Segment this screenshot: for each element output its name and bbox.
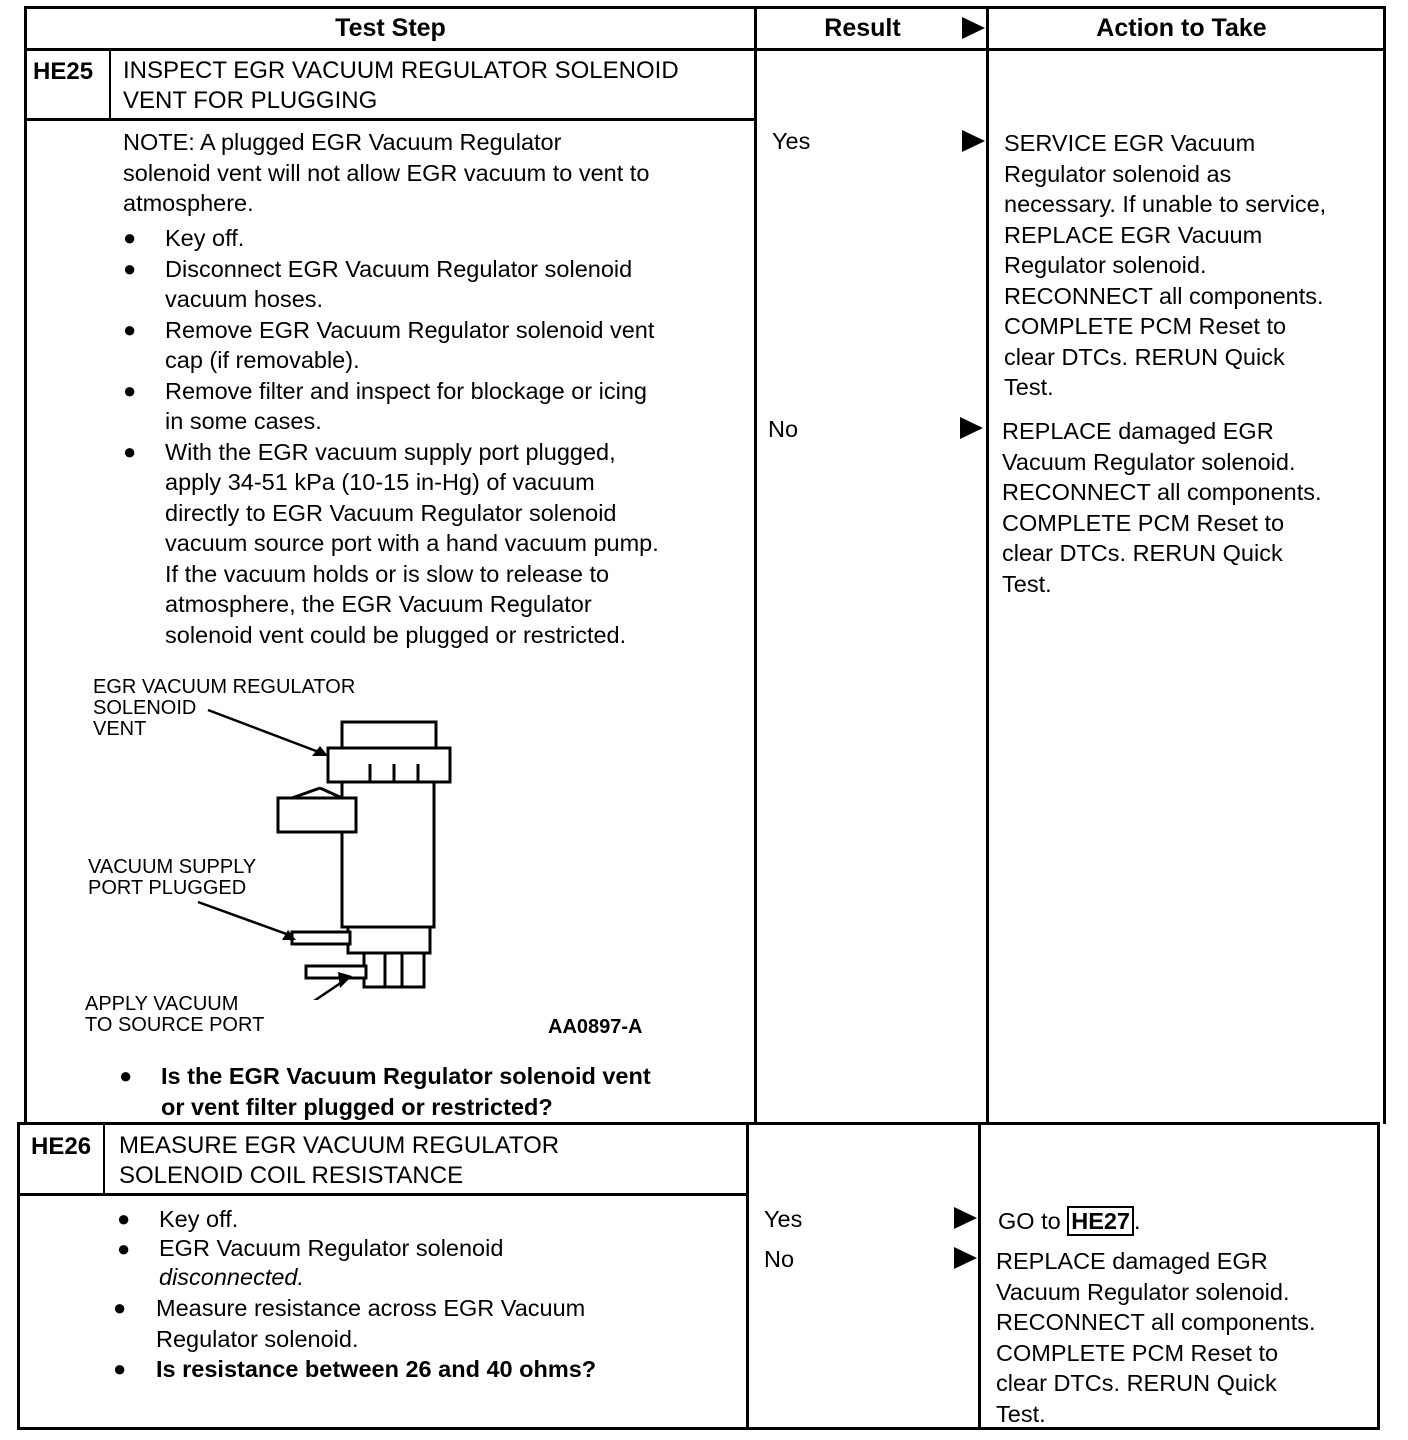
list-item: ● EGR Vacuum Regulator solenoid disconnected. xyxy=(117,1235,504,1290)
he25-yes-action: SERVICE EGR Vacuum Regulator solenoid as necessary. If unable to service, REPLACE EGR Vacuum Regulator solenoid. RECONNECT all components. COMPLETE PCM Reset to clear DTCs. RERUN Quick Test. xyxy=(1004,130,1327,400)
header-arrow-icon xyxy=(961,16,987,40)
header-result: Result xyxy=(824,14,901,42)
col-divider-2-lower xyxy=(978,1122,981,1430)
he25-title-underline xyxy=(25,118,756,121)
he27-link[interactable]: HE27 xyxy=(1067,1206,1134,1236)
he26-code-divider xyxy=(103,1122,105,1195)
bullet-dot-icon: ● xyxy=(123,316,137,342)
bullet-dot-icon: ● xyxy=(123,255,137,281)
bullet-dot-icon: ● xyxy=(113,1356,127,1381)
bullet-dot-icon: ● xyxy=(117,1236,131,1261)
he25-yes-arrow-icon xyxy=(961,129,987,153)
figure-label-vent: EGR VACUUM REGULATOR SOLENOID VENT xyxy=(93,676,356,740)
list-item: ● Key off. xyxy=(123,223,743,254)
list-item: ● Disconnect EGR Vacuum Regulator solenoid vacuum hoses. xyxy=(123,255,633,312)
solenoid-diagram xyxy=(180,700,480,1000)
list-item: ● Is the EGR Vacuum Regulator solenoid vent or vent filter plugged or restricted? xyxy=(119,1063,651,1120)
col-divider-2 xyxy=(986,6,989,1124)
header-divider xyxy=(25,48,1386,51)
list-item: ● Key off. xyxy=(117,1204,737,1235)
he25-question xyxy=(119,1061,739,1122)
bullet-dot-icon: ● xyxy=(123,377,137,403)
figure-label-supply: VACUUM SUPPLY PORT PLUGGED xyxy=(88,856,257,899)
table-border-left-lower xyxy=(17,1122,20,1430)
list-item: ● With the EGR vacuum supply port plugged, apply 34-51 kPa (10-15 in-Hg) of vacuum directly to EGR Vacuum Regulator solenoid vacuum source port with a hand vacuum pump. If the vacuum holds or is slow to release to atmosphere, the EGR Vacuum Regulator solenoid vent could be plugged or restricted. xyxy=(123,438,659,648)
col-divider-1-lower xyxy=(746,1122,749,1430)
he26-step-code: HE26 xyxy=(31,1133,92,1160)
he26-title-underline xyxy=(20,1193,748,1196)
list-item: ● Remove EGR Vacuum Regulator solenoid vent cap (if removable). xyxy=(123,316,655,373)
figure-label-apply: APPLY VACUUM TO SOURCE PORT xyxy=(85,993,265,1036)
bullet-dot-icon: ● xyxy=(119,1063,133,1088)
he26-no-action: REPLACE damaged EGR Vacuum Regulator solenoid. RECONNECT all components. COMPLETE PCM Reset to clear DTCs. RERUN Quick Test. xyxy=(996,1248,1316,1427)
list-item: ● Remove filter and inspect for blockage or icing in some cases. xyxy=(123,377,647,434)
he25-step-code: HE25 xyxy=(33,58,94,85)
he25-note: NOTE: A plugged EGR Vacuum Regulator solenoid vent will not allow EGR vacuum to vent to atmosphere. xyxy=(123,129,650,216)
he26-yes-action: GO to HE27 . xyxy=(998,1208,1141,1234)
bullet-dot-icon: ● xyxy=(123,225,137,250)
table-border-left xyxy=(24,6,27,1122)
he25-result-yes: Yes xyxy=(772,128,811,154)
he25-no-action: REPLACE damaged EGR Vacuum Regulator solenoid. RECONNECT all components. COMPLETE PCM Reset to clear DTCs. RERUN Quick Test. xyxy=(1002,418,1322,597)
figure-id: AA0897-A xyxy=(548,1016,643,1038)
he26-yes-arrow-icon xyxy=(953,1206,979,1230)
he25-code-divider xyxy=(109,48,111,120)
he25-result-no: No xyxy=(768,416,799,442)
he26-step-title: MEASURE EGR VACUUM REGULATOR SOLENOID COIL RESISTANCE xyxy=(119,1132,560,1189)
table-border-right-lower xyxy=(1377,1122,1380,1430)
table-border-top xyxy=(25,6,1386,9)
list-item: ● Measure resistance across EGR Vacuum Regulator solenoid. xyxy=(113,1295,586,1352)
bullet-dot-icon: ● xyxy=(113,1295,127,1320)
list-item: ● Is resistance between 26 and 40 ohms? xyxy=(113,1354,733,1385)
he25-bullet-list xyxy=(123,223,743,650)
he25-step-title: INSPECT EGR VACUUM REGULATOR SOLENOID VENT FOR PLUGGING xyxy=(123,57,679,114)
header-action: Action to Take xyxy=(1096,14,1267,42)
bullet-dot-icon: ● xyxy=(123,438,137,464)
he26-no-arrow-icon xyxy=(953,1246,979,1270)
header-test-step: Test Step xyxy=(335,14,446,42)
bullet-dot-icon: ● xyxy=(117,1206,131,1231)
he26-result-no: No xyxy=(764,1246,795,1272)
step-divider xyxy=(20,1122,1380,1125)
col-divider-1 xyxy=(754,6,757,1124)
he25-no-arrow-icon xyxy=(959,416,985,440)
he26-result-yes: Yes xyxy=(764,1206,803,1232)
